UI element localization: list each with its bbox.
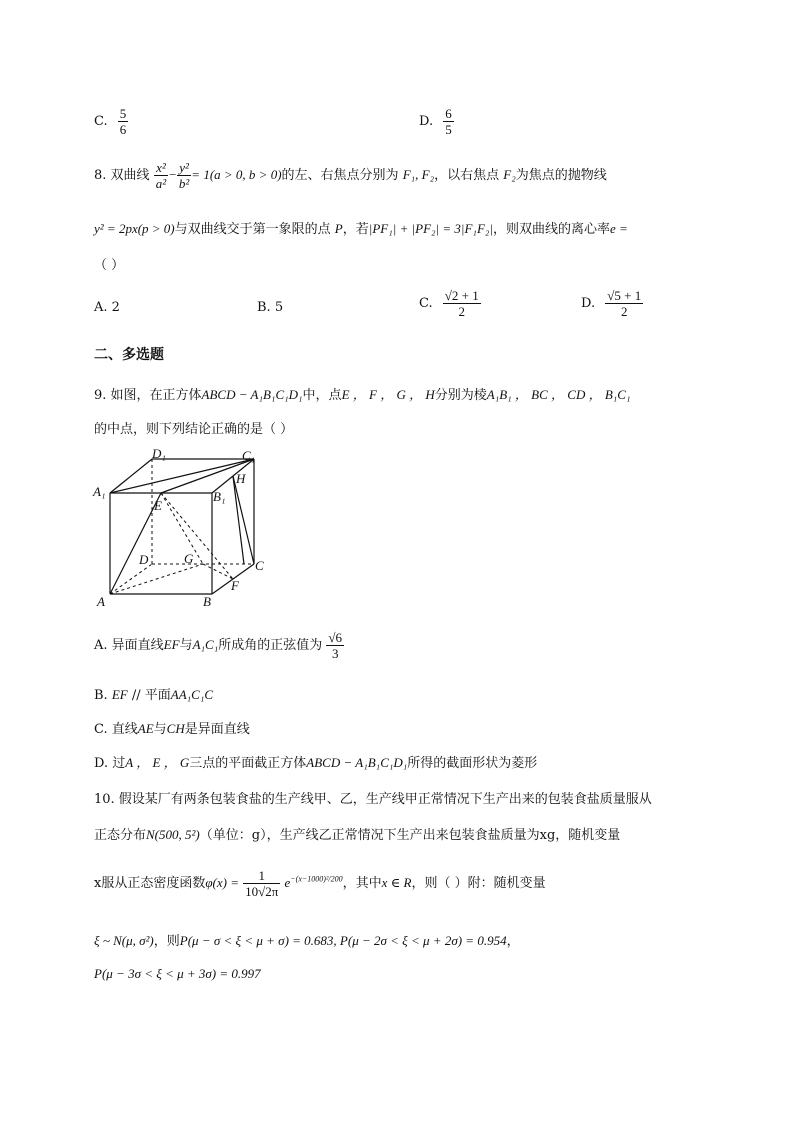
edge-ad-hidden — [110, 564, 152, 594]
section-2-title: 二、多选题 — [94, 347, 164, 363]
q9-option-c: C. 直线AE与CH是异面直线 — [94, 721, 250, 737]
q7-option-c: C. $\frac{5}{6}$ — [94, 106, 127, 137]
label-c: C — [255, 558, 264, 573]
q9-option-b: B. EF // 平面AA₁C₁C — [94, 687, 214, 703]
q8-option-b: B. 5 — [257, 300, 284, 315]
q8-line-2: y² = 2px(p > 0)与双曲线交于第一象限的点 P，若|PF₁| + |PF₂| = 3|F₁F₂|，则双曲线的离心率e = — [94, 221, 628, 237]
q8-option-a: A. 2 — [94, 300, 120, 315]
q9-line-1: 9. 如图，在正方体ABCD − A₁B₁C₁D₁中，点E ， F ， G ， H分别为棱A₁B₁ ， BC ， CD ， B₁C₁ — [94, 387, 631, 403]
segment-eg-hidden — [161, 493, 203, 564]
q10-line-2: 正态分布N(500, 5²)（单位：g），生产线乙正常情况下生产出来包装食盐质量为xg，随机变量 — [94, 827, 621, 843]
q10-line-1: 10. 假设某厂有两条包装食盐的生产线甲、乙，生产线甲正常情况下生产出来的包装食盐质量服从 — [94, 792, 652, 807]
label-d: D — [139, 552, 149, 567]
q9-line-2: 的中点，则下列结论正确的是（ ） — [94, 422, 294, 437]
q8-line-1: 8. 双曲线 $\frac{\text{x²}}{\text{a²}}$ − $\frac{\text{y²}}{\text{b²}}$ = 1(a > 0, b > 0)的左、右焦点分别为 F₁, F₂，以右焦点 F₂为焦点的抛物线 — [94, 160, 607, 191]
segment-ag-hidden — [110, 564, 203, 594]
q8-option-c: C. $\frac{√2 + 1}{2}$ — [419, 288, 479, 319]
q7-option-d: D. $\frac{6}{5}$ — [419, 106, 452, 137]
q7-option-c-fraction: $\frac{5}{6}$ — [119, 106, 127, 137]
q9-option-a: A. 异面直线EF与A₁C₁所成角的正弦值为 $\frac{√6}{3}$ — [94, 630, 343, 661]
label-e: E — [154, 498, 162, 513]
label-h: H — [236, 471, 246, 486]
label-d1: D₁ — [152, 446, 166, 461]
segment-gf-hidden — [203, 564, 233, 579]
q10-line-3: x服从正态密度函数φ(x) = $\frac{1}{10√2\pi}$ $e^{-(x-1000)^2/200}$，其中x ∈ R，则（ ）附：随机变量 — [94, 868, 546, 899]
q8-hyperbola-x-term: $\frac{\text{x²}}{\text{a²}}$ — [155, 160, 167, 191]
q8-hyperbola-y-term: $\frac{\text{y²}}{\text{b²}}$ — [178, 160, 190, 191]
q7-option-d-fraction: $\frac{6}{5}$ — [445, 106, 452, 137]
cube-figure — [92, 446, 282, 612]
label-c1: C₁ — [242, 448, 256, 463]
label-g: G — [184, 551, 194, 566]
q10-line-5: P(μ − 3σ < ξ < μ + 3σ) = 0.997 — [94, 966, 261, 981]
segment-h-down — [233, 476, 244, 564]
q9-option-d: D. 过A ， E ， G三点的平面截正方体ABCD − A₁B₁C₁D₁所得的截面形状为菱形 — [94, 755, 538, 771]
q10-line-4: ξ ~ N(μ, σ²)，则P(μ − σ < ξ < μ + σ) = 0.683, P(μ − 2σ < ξ < μ + 2σ) = 0.954， — [94, 933, 520, 949]
label-f: F — [231, 578, 239, 593]
q8-option-d: D. $\frac{√5 + 1}{2}$ — [581, 288, 642, 319]
label-a1: A₁ — [93, 484, 106, 499]
label-a: A — [97, 594, 105, 609]
label-b: B — [203, 594, 211, 609]
q8-blank: （ ） — [94, 258, 125, 273]
segment-hc — [233, 476, 254, 564]
label-b1: B₁ — [213, 489, 226, 504]
q10-density-fraction: $\frac{1}{10√2\pi}$ — [245, 868, 279, 899]
